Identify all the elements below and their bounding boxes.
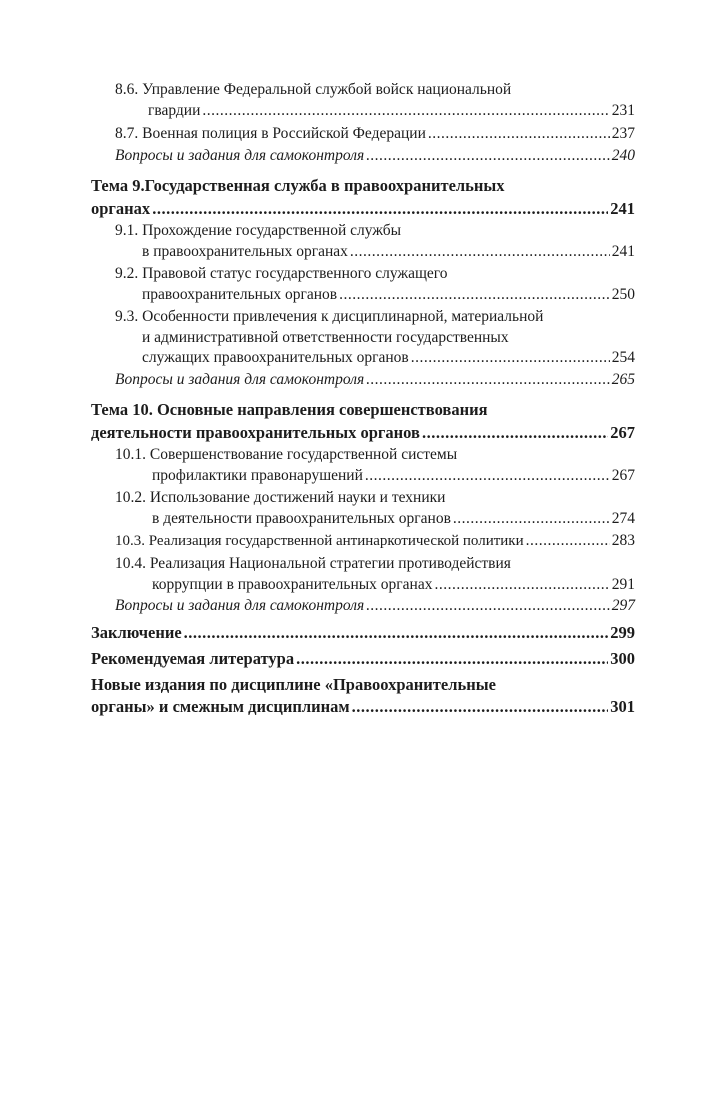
dot-leader xyxy=(365,465,610,487)
toc-entry-text: правоохранительных органов xyxy=(142,286,338,303)
toc-entry-text: 8.7. Военная полиция в Российской Федерации xyxy=(115,125,426,142)
toc-recommended-literature[interactable] xyxy=(91,647,635,671)
toc-page-number: 297 xyxy=(611,597,635,614)
toc-topic-title: органах xyxy=(91,199,151,218)
toc-entry-text: коррупции в правоохранительных органах xyxy=(152,576,433,593)
toc-page-number: 237 xyxy=(611,125,635,142)
toc-new-editions[interactable] xyxy=(91,695,635,719)
toc-entry-8-6[interactable] xyxy=(148,100,635,122)
toc-entry-text: в деятельности правоохранительных органов xyxy=(152,510,451,527)
toc-entry-text: профилактики правонарушений xyxy=(152,467,363,484)
toc-entry-9-1[interactable] xyxy=(142,241,635,263)
toc-topic-title: деятельности правоохранительных органов xyxy=(91,423,420,442)
toc-topic-10[interactable] xyxy=(91,421,635,445)
dot-leader xyxy=(422,421,608,445)
dot-leader xyxy=(434,574,609,596)
toc-topic-title: Тема 10. Основные направления совершенствования xyxy=(91,400,488,419)
toc-topic-title: органы» и смежным дисциплинам xyxy=(91,697,350,716)
toc-entry-text: 9.2. Правовой статус государственного служащего xyxy=(115,265,448,282)
toc-page-number: 254 xyxy=(611,349,635,366)
toc-line xyxy=(115,444,635,466)
dot-leader xyxy=(352,695,609,719)
toc-entry-text: 8.6. Управление Федеральной службой войск национальной xyxy=(115,81,512,98)
dot-leader xyxy=(366,595,610,617)
dot-leader xyxy=(339,284,610,306)
toc-page-number: 265 xyxy=(611,371,635,388)
toc-entry-10-2[interactable] xyxy=(152,508,635,530)
toc-topic-9[interactable] xyxy=(91,197,635,221)
toc-page-number: 291 xyxy=(611,576,635,593)
toc-entry-questions-9[interactable] xyxy=(115,369,635,391)
toc-line xyxy=(115,487,635,509)
toc-line xyxy=(115,306,635,328)
toc-topic-title: Новые издания по дисциплине «Правоохранительные xyxy=(91,675,496,694)
toc-page-number: 240 xyxy=(611,147,635,164)
toc-page-number: 250 xyxy=(611,286,635,303)
dot-leader xyxy=(366,369,610,391)
toc-entry-text: Вопросы и задания для самоконтроля xyxy=(115,597,365,614)
toc-entry-10-3[interactable] xyxy=(115,530,635,552)
toc-entry-questions-10[interactable] xyxy=(115,595,635,617)
toc-line xyxy=(115,79,635,101)
toc-entry-text: гвардии xyxy=(148,102,201,119)
toc-page-number: 241 xyxy=(611,243,635,260)
toc-line xyxy=(115,220,635,242)
dot-leader xyxy=(152,197,608,221)
toc-page-number: 267 xyxy=(610,423,635,442)
toc-page-number: 301 xyxy=(610,697,635,716)
toc-entry-text: 10.3. Реализация государственной антинаркотической политики xyxy=(115,533,524,549)
toc-entry-text: в правоохранительных органах xyxy=(142,243,348,260)
toc-entry-text: Вопросы и задания для самоконтроля xyxy=(115,371,365,388)
toc-entry-text: Вопросы и задания для самоконтроля xyxy=(115,147,365,164)
dot-leader xyxy=(428,123,610,145)
dot-leader xyxy=(202,100,609,122)
toc-page-number: 231 xyxy=(611,102,635,119)
toc-page-number: 300 xyxy=(610,649,635,668)
dot-leader xyxy=(411,347,610,369)
toc-page-number: 299 xyxy=(610,623,635,642)
toc-page-number: 274 xyxy=(611,510,635,527)
toc-entry-text: 10.1. Совершенствование государственной системы xyxy=(115,446,458,463)
dot-leader xyxy=(296,647,608,671)
toc-entry-10-4[interactable] xyxy=(152,574,635,596)
toc-entry-10-1[interactable] xyxy=(152,465,635,487)
toc-page-number: 241 xyxy=(610,199,635,218)
toc-page-number: 283 xyxy=(611,532,635,549)
toc-line xyxy=(115,263,635,285)
toc-entry-text: 9.3. Особенности привлечения к дисциплинарной, материальной xyxy=(115,308,544,325)
toc-entry-8-7[interactable] xyxy=(115,123,635,145)
toc-entry-9-2[interactable] xyxy=(142,284,635,306)
toc-entry-text: и административной ответственности государственных xyxy=(142,329,509,346)
toc-entry-text: 10.4. Реализация Национальной стратегии противодействия xyxy=(115,555,511,572)
toc-line xyxy=(91,398,635,422)
dot-leader xyxy=(350,241,610,263)
toc-topic-title: Рекомендуемая литература xyxy=(91,649,295,668)
toc-line xyxy=(115,553,635,575)
dot-leader xyxy=(453,508,610,530)
dot-leader xyxy=(526,530,610,552)
toc-entry-text: 9.1. Прохождение государственной службы xyxy=(115,222,402,239)
toc-line xyxy=(142,327,635,349)
toc-topic-title: Заключение xyxy=(91,623,182,642)
dot-leader xyxy=(366,145,610,167)
toc-conclusion[interactable] xyxy=(91,621,635,645)
toc-entry-questions-8[interactable] xyxy=(115,145,635,167)
toc-entry-text: служащих правоохранительных органов xyxy=(142,349,409,366)
toc-topic-title: Тема 9.Государственная служба в правоохранительных xyxy=(91,176,505,195)
toc-entry-9-3[interactable] xyxy=(142,347,635,369)
toc-line xyxy=(91,174,635,198)
toc-line xyxy=(91,673,635,697)
toc-page-number: 267 xyxy=(611,467,635,484)
toc-entry-text: 10.2. Использование достижений науки и техники xyxy=(115,489,446,506)
dot-leader xyxy=(184,621,609,645)
